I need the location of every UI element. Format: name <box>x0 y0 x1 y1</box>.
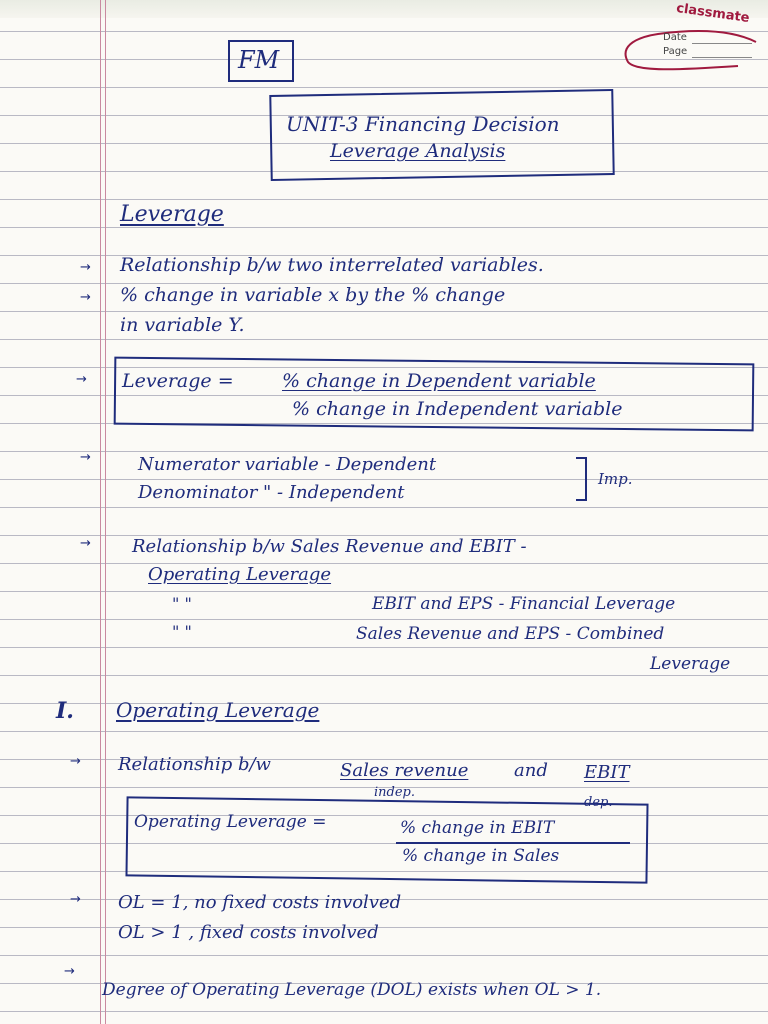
dol-line: Degree of Operating Leverage (DOL) exists when OL > 1. <box>102 980 602 1000</box>
leverage-formula-label: Leverage = <box>122 370 234 392</box>
relationship-line-1: Relationship b/w Sales Revenue and EBIT - <box>132 536 527 557</box>
relationship-line-2: Operating Leverage <box>148 564 332 585</box>
margin-line-right <box>105 0 106 1024</box>
sales-revenue-term: Sales revenue <box>340 760 469 781</box>
brand-logo: classmate <box>675 0 751 27</box>
operating-fraction-bar <box>396 842 630 844</box>
bullet-arrow-icon: → <box>80 536 91 551</box>
leverage-point-2-line-1: % change in variable x by the % change <box>120 284 506 306</box>
bullet-arrow-icon: → <box>80 260 91 275</box>
bullet-arrow-icon: → <box>70 754 81 769</box>
bullet-arrow-icon: → <box>76 372 87 387</box>
indep-note: indep. <box>374 785 415 800</box>
leverage-point-1: Relationship b/w two interrelated variables. <box>120 254 544 276</box>
section-numeral: I. <box>56 698 74 724</box>
page-top-shadow <box>0 0 768 18</box>
relationship-line-3: EBIT and EPS - Financial Leverage <box>372 594 676 614</box>
ol-equal-one: OL = 1, no fixed costs involved <box>118 892 402 913</box>
page-field-line <box>692 57 752 58</box>
leverage-point-2-line-2: in variable Y. <box>120 314 245 336</box>
date-label: Date <box>663 32 687 43</box>
ditto-marks-1: " " <box>172 594 192 613</box>
leverage-formula-numerator: % change in Dependent variable <box>282 370 596 392</box>
imp-bracket <box>572 456 592 504</box>
relationship-line-4-cont: Leverage <box>650 654 731 674</box>
fm-tag: FM <box>238 46 280 74</box>
relationship-line-4: Sales Revenue and EPS - Combined <box>356 624 665 644</box>
ebit-term: EBIT <box>584 762 630 783</box>
bullet-arrow-icon: → <box>80 450 91 465</box>
operating-formula-box <box>125 796 648 883</box>
ol-greater-one: OL > 1 , fixed costs involved <box>118 922 379 943</box>
numerator-line: Numerator variable - Dependent <box>138 454 437 475</box>
denominator-line: Denominator " - Independent <box>138 482 405 503</box>
unit-subtitle: Leverage Analysis <box>330 140 506 162</box>
bullet-arrow-icon: → <box>64 964 75 979</box>
dep-note: dep. <box>584 795 613 810</box>
bullet-arrow-icon: → <box>70 892 81 907</box>
operating-relation-prefix: Relationship b/w <box>118 754 271 775</box>
operating-formula-numerator: % change in EBIT <box>400 818 555 838</box>
unit-title: UNIT-3 Financing Decision <box>286 112 560 136</box>
brand-stamp-outline <box>618 18 758 74</box>
leverage-heading: Leverage <box>120 202 224 227</box>
bullet-arrow-icon: → <box>80 290 91 305</box>
imp-note: Imp. <box>598 470 633 488</box>
date-field-line <box>692 43 752 44</box>
leverage-formula-box <box>114 357 755 432</box>
ditto-marks-2: " " <box>172 622 192 641</box>
page-label: Page <box>663 46 688 57</box>
operating-formula-denominator: % change in Sales <box>402 846 560 866</box>
margin-line-left <box>100 0 101 1024</box>
leverage-formula-denominator: % change in Independent variable <box>292 398 623 420</box>
operating-formula-label: Operating Leverage = <box>134 812 327 832</box>
operating-leverage-heading: Operating Leverage <box>116 698 320 722</box>
and-text: and <box>514 760 548 781</box>
